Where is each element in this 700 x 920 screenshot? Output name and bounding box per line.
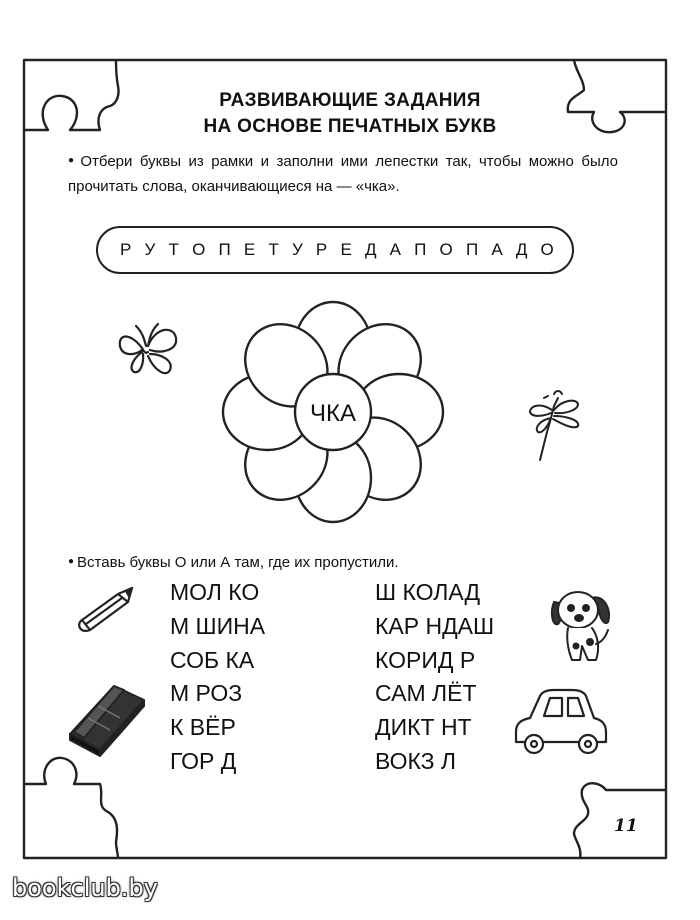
task1-instruction: [68, 148, 618, 199]
word-item: ДИКТ НТ: [375, 714, 472, 741]
word-item: МОЛ КО: [170, 579, 260, 605]
bullet-icon: ●: [68, 556, 75, 567]
letter-cell: А: [389, 240, 401, 259]
letter-box: [96, 226, 574, 274]
page-number: 11: [614, 816, 638, 836]
letter-cell: У: [291, 240, 303, 259]
letter-cell: О: [439, 240, 453, 259]
word-item: СОБ КА: [170, 646, 255, 673]
word-item: ГОР Д: [170, 748, 237, 774]
letter-cell: Д: [364, 240, 377, 259]
car-icon: [510, 684, 610, 760]
letter-cell: Е: [340, 240, 352, 259]
task1-text: Отбери буквы из рамки и заполни ими лепестки так, чтобы можно было прочитать слова, оканчивающиеся на — «чка».: [68, 153, 618, 195]
letter-cell: Р: [120, 240, 132, 259]
letter-cell: Д: [515, 240, 528, 259]
word-item: ВОКЗ Л: [375, 748, 456, 774]
flower-center-label: ЧКА: [310, 400, 356, 427]
dragonfly-icon: [524, 386, 594, 466]
letter-cell: П: [218, 240, 231, 259]
page-title-line2: НА ОСНОВЕ ПЕЧАТНЫХ БУКВ: [203, 116, 497, 137]
word-item: КАР НДАШ: [375, 612, 495, 639]
word-item: КОРИД Р: [375, 646, 476, 673]
watermark: bookclub.by: [12, 874, 158, 902]
letter-cell: У: [144, 240, 156, 259]
pencil-icon: [74, 582, 140, 638]
puppy-icon: [546, 584, 618, 666]
word-item: К ВЁР: [170, 714, 236, 741]
letter-cell: Т: [168, 240, 179, 259]
letter-cell: Е: [243, 240, 256, 259]
letter-cell: П: [414, 240, 427, 259]
task2-instruction: [68, 549, 618, 575]
word-item: САМ ЛЁТ: [375, 680, 477, 707]
word-item: М ШИНА: [170, 612, 266, 639]
letter-cell: О: [540, 240, 554, 259]
bullet-icon: ●: [68, 155, 78, 166]
letter-cell: Т: [268, 240, 279, 259]
word-item: Ш КОЛАД: [375, 579, 481, 605]
letter-cell: Р: [315, 240, 328, 259]
letter-cell: П: [465, 240, 479, 259]
page-title-line1: РАЗВИВАЮЩИЕ ЗАДАНИЯ: [219, 90, 481, 111]
chocolate-bar-icon: [64, 678, 148, 760]
task2-text: Вставь буквы О или А там, где их пропустили.: [77, 554, 399, 571]
butterfly-icon: [112, 312, 186, 380]
letter-cell: А: [491, 240, 503, 259]
word-item: М РОЗ: [170, 680, 243, 707]
flower-icon: [202, 300, 464, 530]
letter-cell: О: [192, 240, 206, 259]
